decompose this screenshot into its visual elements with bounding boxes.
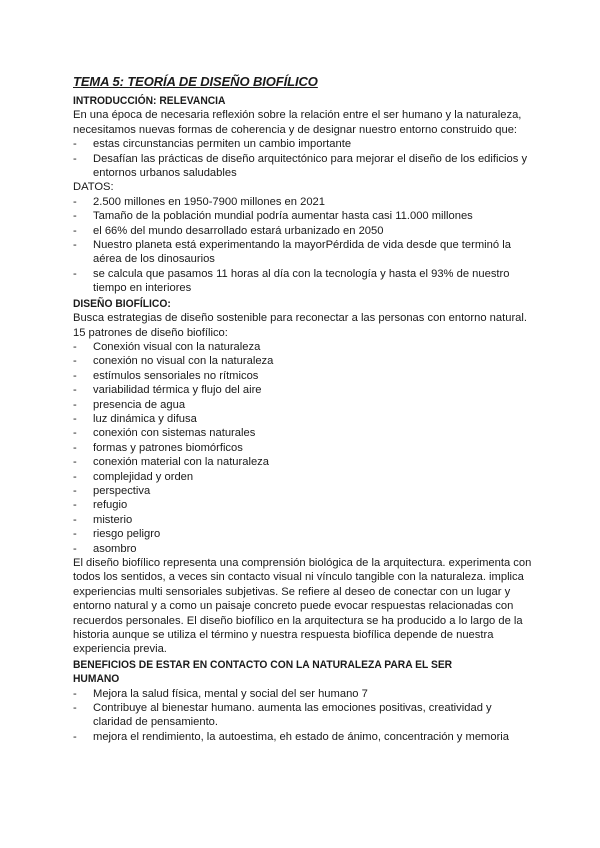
datos-list xyxy=(73,195,533,296)
list-item: - formas y patrones biomórficos xyxy=(73,441,533,455)
list-item: - conexión no visual con la naturaleza xyxy=(73,354,533,368)
intro-list xyxy=(73,137,533,180)
list-item: - Conexión visual con la naturaleza xyxy=(73,340,533,354)
list-item: - 2.500 millones en 1950-7900 millones en 2021 xyxy=(73,195,533,209)
datos-label: DATOS: xyxy=(73,181,114,194)
intro-paragraph: En una época de necesaria reflexión sobre la relación entre el ser humano y la naturaleza, necesitamos nuevas formas de coherencia y de designar nuestro entorno construido que: xyxy=(73,109,522,136)
list-item: - Mejora la salud física, mental y social del ser humano 7 xyxy=(73,687,533,701)
beneficios-heading: BENEFICIOS DE ESTAR EN CONTACTO CON LA NATURALEZA PARA EL SER HUMANO xyxy=(73,658,453,686)
list-item: - complejidad y orden xyxy=(73,470,533,484)
intro-heading: INTRODUCCIÓN: RELEVANCIA xyxy=(73,95,226,107)
list-item: - Tamaño de la población mundial podría aumentar hasta casi 11.000 millones xyxy=(73,209,533,223)
list-item: - estímulos sensoriales no rítmicos xyxy=(73,369,533,383)
list-item: - variabilidad térmica y flujo del aire xyxy=(73,383,533,397)
list-item: - Desafían las prácticas de diseño arquitectónico para mejorar el diseño de los edificios y entornos urbanos saludables xyxy=(73,152,533,181)
diseno-paragraph: Busca estrategias de diseño sostenible para reconectar a las personas con entorno natural. 15 patrones de diseño biofílico: xyxy=(73,312,527,339)
document-title: TEMA 5: TEORÍA DE DISEÑO BIOFÍLICO xyxy=(73,74,318,89)
list-item: - riesgo peligro xyxy=(73,527,533,541)
patterns-list xyxy=(73,340,533,556)
list-item: - asombro xyxy=(73,542,533,556)
list-item: - conexión con sistemas naturales xyxy=(73,426,533,440)
list-item: - misterio xyxy=(73,513,533,527)
list-item: - conexión material con la naturaleza xyxy=(73,455,533,469)
list-item: - se calcula que pasamos 11 horas al día con la tecnología y hasta el 93% de nuestro tiempo en interiores xyxy=(73,267,533,296)
list-item: - el 66% del mundo desarrollado estará urbanizado en 2050 xyxy=(73,224,533,238)
list-item: - perspectiva xyxy=(73,484,533,498)
list-item: - refugio xyxy=(73,498,533,512)
list-item: - estas circunstancias permiten un cambio importante xyxy=(73,137,533,151)
list-item: - Contribuye al bienestar humano. aumenta las emociones positivas, creatividad y claridad de pensamiento. xyxy=(73,701,533,730)
diseno-heading: DISEÑO BIOFÍLICO: xyxy=(73,297,171,310)
beneficios-list xyxy=(73,687,533,745)
list-item: - Nuestro planeta está experimentando la mayorPérdida de vida desde que terminó la aérea de los dinosaurios xyxy=(73,238,533,267)
list-item: - luz dinámica y difusa xyxy=(73,412,533,426)
list-item: - mejora el rendimiento, la autoestima, eh estado de ánimo, concentración y memoria xyxy=(73,730,533,744)
diseno-closing-paragraph: El diseño biofílico representa una comprensión biológica de la arquitectura. experimenta con todos los sentidos, a veces sin contacto visual ni vínculo tangible con la naturaleza. implica experiencias multi sensoriales subjetivas. Se refiere al deseo de conectar con un lugar y entorno natural y a como un paisaje concreto puede evocar respuestas relacionadas con recuerdos personales. El diseño biofílico en la arquitectura se ha producido a lo largo de la historia aunque se utiliza el término y nuestra respuesta biofílica depende de nuestra experiencia previa. xyxy=(73,557,532,656)
document-page xyxy=(73,74,533,744)
list-item: - presencia de agua xyxy=(73,398,533,412)
